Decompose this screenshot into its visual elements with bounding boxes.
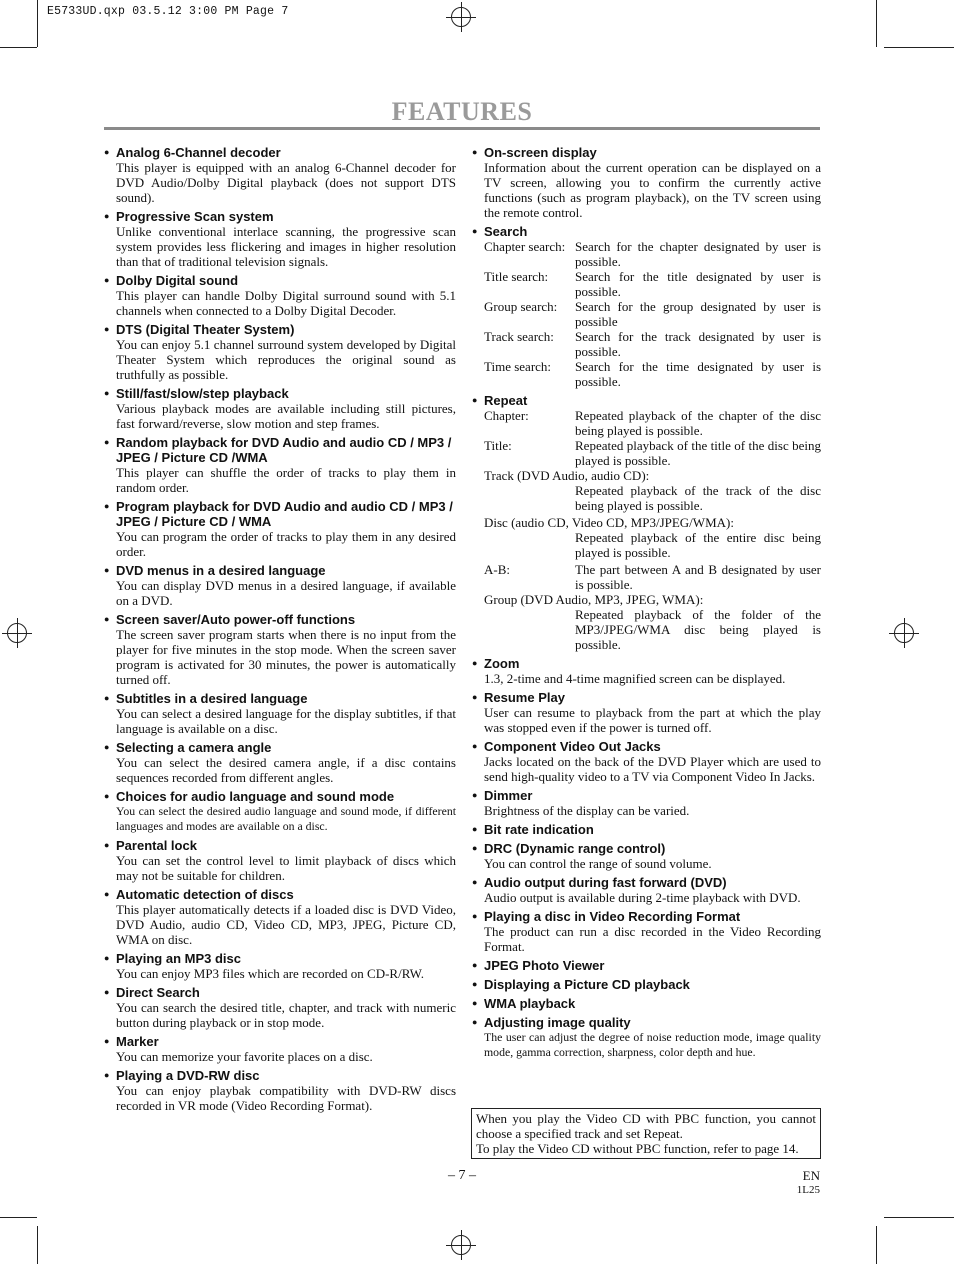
feature-item — [472, 739, 821, 784]
feature-title: ● Search — [472, 224, 821, 239]
feature-title: ● Playing an MP3 disc — [104, 951, 456, 966]
feature-body: Various playback modes are available including still pictures, fast forward/reverse, slow motion and step frames. — [116, 401, 456, 431]
repeat-desc: Repeated playback of the entire disc being played is possible. — [575, 530, 821, 560]
feature-title: ● Dolby Digital sound — [104, 273, 456, 288]
feature-title: ● Still/fast/slow/step playback — [104, 386, 456, 401]
page-title: FEATURES — [391, 97, 533, 126]
note-line: When you play the Video CD with PBC function, you cannot choose a specified track and set Repeat. — [476, 1111, 816, 1141]
feature-body: You can search the desired title, chapter, and track with numeric button during playback or in stop mode. — [116, 1000, 456, 1030]
feature-body: This player can handle Dolby Digital surround sound with 5.1 channels when connected to a Dolby Digital Decoder. — [116, 288, 456, 318]
feature-item — [472, 690, 821, 735]
file-info-line: E5733UD.qxp 03.5.12 3:00 PM Page 7 — [47, 5, 289, 18]
feature-item — [104, 322, 456, 382]
feature-body: This player automatically detects if a loaded disc is DVD Video, DVD Audio, audio CD, Video CD, MP3, JPEG, Picture CD, WMA on disc. — [116, 902, 456, 947]
crop-mark — [876, 0, 877, 47]
feature-title: ● Component Video Out Jacks — [472, 739, 821, 754]
feature-item — [104, 145, 456, 205]
feature-title: ● Audio output during fast forward (DVD) — [472, 875, 821, 890]
feature-item — [104, 789, 456, 834]
feature-title: ● Parental lock — [104, 838, 456, 853]
feature-body: You can set the control level to limit playback of discs which may not be suitable for children. — [116, 853, 456, 883]
repeat-subhead: Track (DVD Audio, audio CD): — [484, 468, 650, 483]
feature-title: ● Screen saver/Auto power-off functions — [104, 612, 456, 627]
feature-body: User can resume to playback from the part at which the play was stopped even if the power is turned off. — [484, 705, 821, 735]
feature-title: ● On-screen display — [472, 145, 821, 160]
feature-item — [104, 1034, 456, 1064]
repeat-subhead: Disc (audio CD, Video CD, MP3/JPEG/WMA): — [484, 515, 734, 530]
feature-body: You can control the range of sound volume. — [484, 856, 712, 871]
feature-item — [104, 499, 456, 559]
search-term: Group search: — [484, 299, 558, 314]
feature-title: ● Resume Play — [472, 690, 821, 705]
feature-item — [472, 1015, 821, 1060]
feature-title: ● Playing a DVD-RW disc — [104, 1068, 456, 1083]
feature-item — [104, 612, 456, 687]
search-row — [472, 239, 821, 269]
repeat-desc: Repeated playback of the folder of the MP3/JPEG/WMA disc being played is possible. — [575, 607, 821, 652]
feature-title: ● Automatic detection of discs — [104, 887, 456, 902]
crop-mark — [876, 1226, 877, 1264]
repeat-desc: Repeated playback of the track of the disc being played is possible. — [575, 483, 821, 513]
repeat-desc: Repeated playback of the chapter of the disc being played is possible. — [575, 408, 821, 438]
feature-item — [104, 887, 456, 947]
search-term: Chapter search: — [484, 239, 566, 254]
repeat-feature — [472, 393, 821, 652]
feature-title: ● Program playback for DVD Audio and audio CD / MP3 / JPEG / Picture CD / WMA — [104, 499, 456, 529]
feature-item — [104, 435, 456, 495]
repeat-desc: Repeated playback of the title of the disc being played is possible. — [575, 438, 821, 468]
feature-title: ● Subtitles in a desired language — [104, 691, 456, 706]
search-term: Title search: — [484, 269, 549, 284]
feature-body: The screen saver program starts when there is no input from the player for five minutes in the stop mode. When the screen saver program is activated for 30 minutes, the power is automatically turned off. — [116, 627, 456, 687]
feature-body: Audio output is available during 2-time playback with DVD. — [484, 890, 801, 905]
feature-body: The product can run a disc recorded in the Video Recording Format. — [484, 924, 821, 954]
document-code: 1L25 — [796, 1184, 820, 1196]
search-desc: Search for the title designated by user is possible. — [575, 269, 821, 299]
feature-title: ● Displaying a Picture CD playback — [472, 977, 821, 992]
feature-item — [104, 951, 456, 981]
feature-title: ● Direct Search — [104, 985, 456, 1000]
feature-item — [104, 273, 456, 318]
crop-mark — [0, 1217, 37, 1218]
pbc-note-box — [471, 1108, 821, 1159]
feature-body: You can enjoy 5.1 channel surround system developed by Digital Theater System which reproduces the original sound as truthfully as possible. — [116, 337, 456, 382]
feature-item — [472, 996, 821, 1011]
repeat-row — [472, 408, 821, 438]
repeat-term: Title: — [484, 438, 512, 453]
feature-title: ● Zoom — [472, 656, 821, 671]
registration-mark-icon — [889, 618, 919, 648]
feature-body: Unlike conventional interlace scanning, the progressive scan system provides less flickering and images in higher resolution than that of traditional television signals. — [116, 224, 456, 269]
feature-title: ● Adjusting image quality — [472, 1015, 821, 1030]
feature-item — [472, 875, 821, 905]
search-desc: Search for the chapter designated by user is possible. — [575, 239, 821, 269]
feature-title: ● Bit rate indication — [472, 822, 821, 837]
feature-title: ● Repeat — [472, 393, 821, 408]
feature-body: Jacks located on the back of the DVD Player which are used to send high-quality video to a TV via Component Video In Jacks. — [484, 754, 821, 784]
feature-title: ● Random playback for DVD Audio and audio CD / MP3 / JPEG / Picture CD /WMA — [104, 435, 456, 465]
crop-mark — [37, 1226, 38, 1264]
registration-mark-icon — [2, 618, 32, 648]
feature-item — [104, 838, 456, 883]
feature-title: ● Dimmer — [472, 788, 821, 803]
feature-title: ● Progressive Scan system — [104, 209, 456, 224]
repeat-row — [472, 438, 821, 468]
feature-item — [472, 841, 821, 871]
repeat-row — [472, 562, 821, 592]
search-row — [472, 269, 821, 299]
left-column — [104, 145, 456, 1117]
feature-item — [472, 977, 821, 992]
feature-title: ● JPEG Photo Viewer — [472, 958, 821, 973]
feature-item — [104, 691, 456, 736]
feature-body: You can display DVD menus in a desired language, if available on a DVD. — [116, 578, 456, 608]
search-desc: Search for the track designated by user is possible. — [575, 329, 821, 359]
repeat-term: Chapter: — [484, 408, 529, 423]
feature-body: This player is equipped with an analog 6-Channel decoder for DVD Audio/Dolby Digital playback (does not support DTS sound). — [116, 160, 456, 205]
feature-item — [104, 985, 456, 1030]
feature-item — [472, 145, 821, 220]
crop-mark — [0, 47, 37, 48]
feature-title: ● Selecting a camera angle — [104, 740, 456, 755]
feature-title: ● Analog 6-Channel decoder — [104, 145, 456, 160]
search-desc: Search for the group designated by user is possible — [575, 299, 821, 329]
feature-body: You can memorize your favorite places on a disc. — [116, 1049, 373, 1064]
search-feature — [472, 224, 821, 389]
feature-title: ● WMA playback — [472, 996, 821, 1011]
search-row — [472, 329, 821, 359]
feature-body: You can enjoy MP3 files which are recorded on CD-R/RW. — [116, 966, 424, 981]
feature-body: The user can adjust the degree of noise reduction mode, image quality mode, gamma correction, sharpness, color depth and hue. — [484, 1030, 821, 1059]
search-row — [472, 359, 821, 389]
feature-title: ● DTS (Digital Theater System) — [104, 322, 456, 337]
title-rule — [104, 127, 820, 130]
note-line: To play the Video CD without PBC function, refer to page 14. — [476, 1141, 799, 1156]
search-row — [472, 299, 821, 329]
repeat-subhead: Group (DVD Audio, MP3, JPEG, WMA): — [484, 592, 704, 607]
feature-item — [472, 958, 821, 973]
feature-item — [472, 909, 821, 954]
feature-body: You can select a desired language for the display subtitles, if that language is available on a disc. — [116, 706, 456, 736]
feature-item — [104, 563, 456, 608]
right-column — [472, 145, 821, 1064]
feature-title: ● Choices for audio language and sound mode — [104, 789, 456, 804]
feature-body: You can select the desired camera angle, if a disc contains sequences recorded from different angles. — [116, 755, 456, 785]
page-number: – 7 – — [448, 1168, 476, 1183]
search-term: Track search: — [484, 329, 554, 344]
crop-mark — [37, 0, 38, 47]
feature-title: ● DRC (Dynamic range control) — [472, 841, 821, 856]
feature-item — [104, 386, 456, 431]
crop-mark — [884, 47, 954, 48]
repeat-term: A-B: — [484, 562, 510, 577]
registration-mark-icon — [446, 1230, 476, 1260]
feature-item — [104, 209, 456, 269]
feature-body: Information about the current operation can be displayed on a TV screen, allowing you to confirm the currently active functions (such as program playback), on the TV screen using the remote control. — [484, 160, 821, 220]
feature-title: ● Playing a disc in Video Recording Format — [472, 909, 821, 924]
feature-body: Brightness of the display can be varied. — [484, 803, 690, 818]
feature-body: You can enjoy playbak compatibility with DVD-RW discs recorded in VR mode (Video Recording Format). — [116, 1083, 456, 1113]
registration-mark-icon — [446, 2, 476, 32]
feature-body: You can program the order of tracks to play them in any desired order. — [116, 529, 456, 559]
search-term: Time search: — [484, 359, 552, 374]
feature-item — [472, 822, 821, 837]
feature-title: ● DVD menus in a desired language — [104, 563, 456, 578]
search-desc: Search for the time designated by user is possible. — [575, 359, 821, 389]
feature-body: You can select the desired audio language and sound mode, if different languages and modes are available on a disc. — [116, 804, 456, 833]
feature-body: 1.3, 2-time and 4-time magnified screen can be displayed. — [484, 671, 786, 686]
feature-item — [104, 740, 456, 785]
feature-item — [472, 788, 821, 818]
language-code: EN — [802, 1168, 820, 1183]
crop-mark — [884, 1217, 954, 1218]
feature-title: ● Marker — [104, 1034, 456, 1049]
feature-item — [472, 656, 821, 686]
feature-body: This player can shuffle the order of tracks to play them in random order. — [116, 465, 456, 495]
repeat-desc: The part between A and B designated by user is possible. — [575, 562, 821, 592]
feature-item — [104, 1068, 456, 1113]
